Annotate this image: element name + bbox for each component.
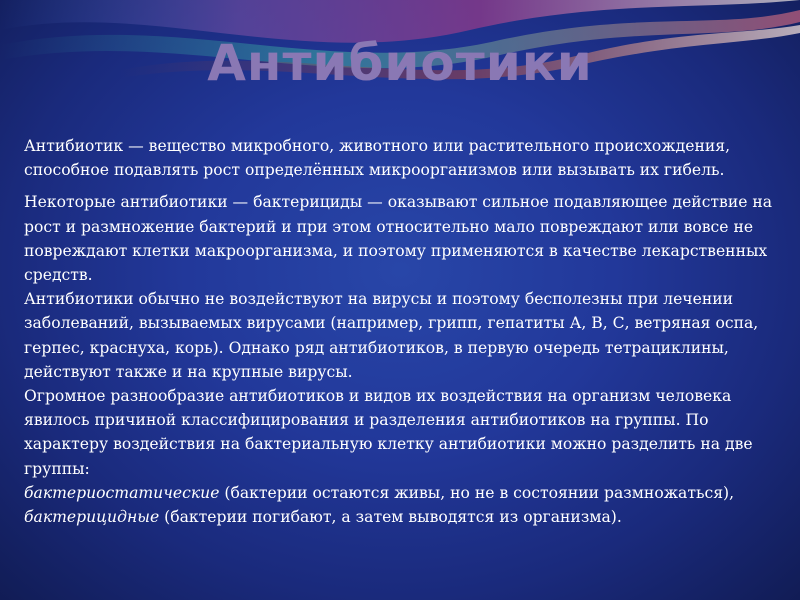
group-bacteriostatic-term: бактериостатические [24, 483, 220, 502]
group-bacteriostatic-desc: (бактерии остаются живы, но не в состоянии размножаться), [219, 483, 735, 502]
viruses-paragraph: Антибиотики обычно не воздействуют на вирусы и поэтому бесполезны при лечении заболеваний, вызываемых вирусами (например, грипп, гепатиты А, В, С, ветряная оспа, герпес, краснуха, корь). Однако ряд антибиотиков, в первую очередь тетрациклины, действуют также и на крупные вирусы. [24, 290, 759, 381]
group-bactericidal [24, 505, 776, 529]
group-bactericidal-desc: (бактерии погибают, а затем выводятся из организма). [159, 508, 622, 527]
group-bacteriostatic [24, 481, 776, 505]
classification-paragraph: Огромное разнообразие антибиотиков и видов их воздействия на организм человека явилось причиной классифицирования и разделения антибиотиков на группы. По характеру воздействия на бактериальную клетку антибиотики можно разделить на две группы: [24, 387, 753, 478]
definition-paragraph: Антибиотик — вещество микробного, животного или растительного происхождения, способное подавлять рост определённых микроорганизмов или вызывать их гибель. [24, 137, 731, 180]
slide-body [24, 134, 776, 529]
slide-title: Антибиотики [207, 34, 593, 92]
bactericides-paragraph: Некоторые антибиотики — бактерициды — оказывают сильное подавляющее действие на рост и размножение бактерий и при этом относительно мало повреждают или вовсе не повреждают клетки макроорганизма, и поэтому применяются в качестве лекарственных средств. [24, 193, 773, 285]
group-bactericidal-term: бактерицидные [24, 508, 160, 527]
